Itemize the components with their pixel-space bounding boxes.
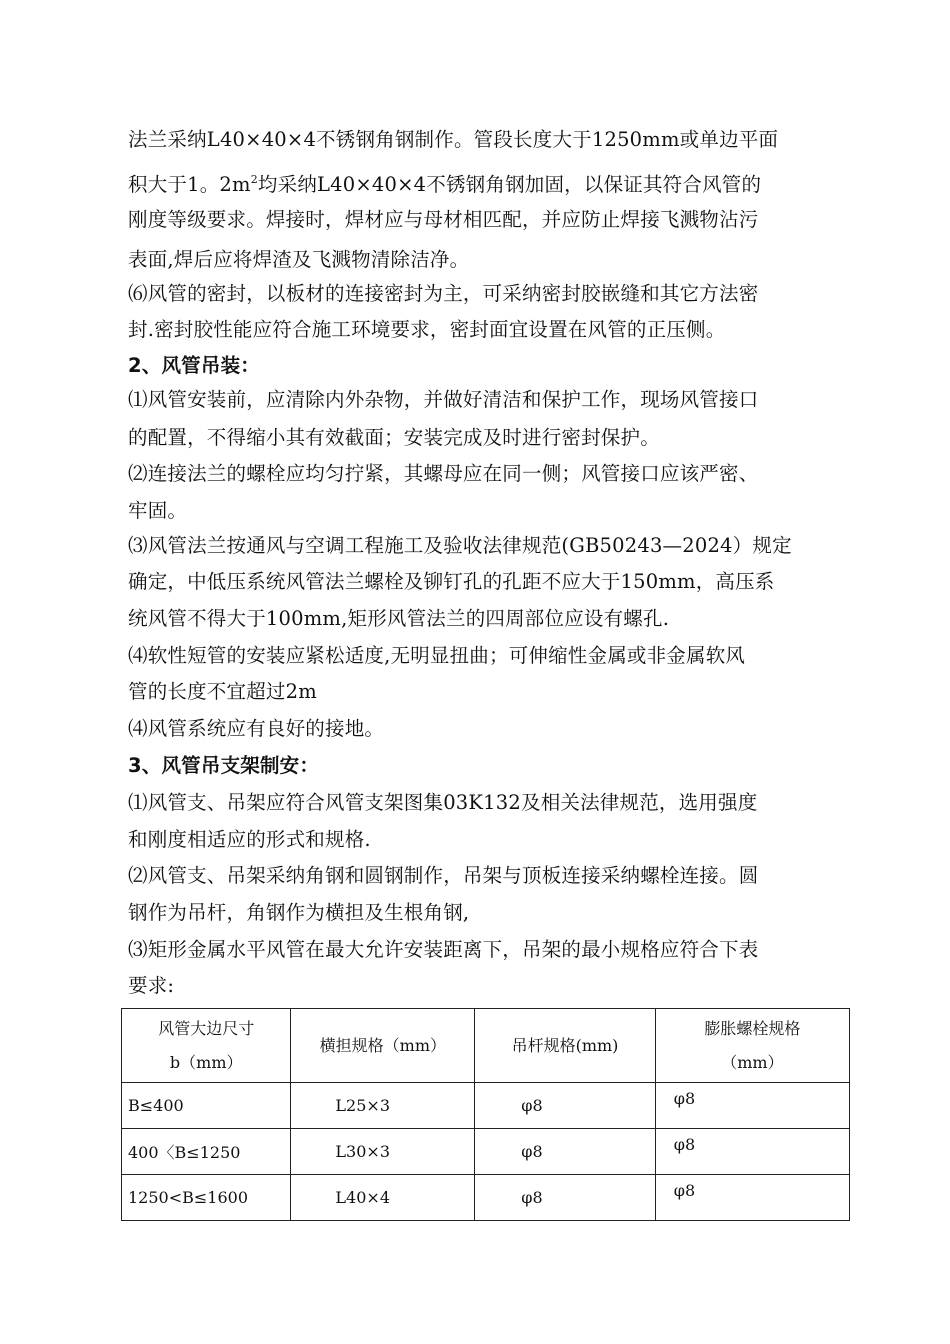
table-cell: L25×3: [291, 1083, 475, 1129]
paragraph-line: ⑷风管系统应有良好的接地。: [128, 717, 385, 740]
paragraph-line: 钢作为吊杆，角钢作为横担及生根角钢,: [128, 901, 470, 924]
header-crossarm-spec: 横担规格（mm）: [291, 1009, 475, 1083]
table-cell: L30×3: [291, 1129, 475, 1175]
paragraph-line: ⑶风管法兰按通风与空调工程施工及验收法律规范(GB50243—2024）规定: [128, 534, 792, 557]
table-cell: B≤400: [122, 1083, 291, 1129]
paragraph-line: ⑶矩形金属水平风管在最大允许安装距离下，吊架的最小规格应符合下表: [128, 938, 759, 961]
table-cell: φ8: [655, 1083, 849, 1129]
table-cell: 1250<B≤1600: [122, 1175, 291, 1221]
table-cell: φ8: [655, 1175, 849, 1221]
paragraph-line: 牢固。: [128, 499, 188, 522]
table-header-row: [122, 1009, 850, 1083]
hanger-spec-table: [121, 1008, 850, 1221]
paragraph-line: ⑴风管支、吊架应符合风管支架图集03K132及相关法律规范，选用强度: [128, 791, 758, 814]
table-row: [122, 1175, 850, 1221]
paragraph-line: 法兰采纳L40×40×4不锈钢角钢制作。管段长度大于1250mm或单边平面: [128, 128, 779, 151]
paragraph-line: ⑴风管安装前，应清除内外杂物，并做好清洁和保护工作，现场风管接口: [128, 388, 759, 411]
table-row: [122, 1129, 850, 1175]
header-anchor-bolt-spec: 膨胀螺栓规格 （mm）: [655, 1009, 849, 1083]
paragraph-line: ⑹风管的密封，以板材的连接密封为主，可采纳密封胶嵌缝和其它方法密: [128, 282, 759, 305]
table-cell: φ8: [475, 1129, 655, 1175]
paragraph-line: 统风管不得大于100mm,矩形风管法兰的四周部位应设有螺孔.: [128, 607, 670, 630]
paragraph-line: 确定，中低压系统风管法兰螺栓及铆钉孔的孔距不应大于150mm，高压系: [128, 570, 775, 593]
table-cell: 400〈B≤1250: [122, 1129, 291, 1175]
header-rod-spec: 吊杆规格(mm): [475, 1009, 655, 1083]
superscript: 2: [250, 173, 258, 186]
paragraph-line: 和刚度相适应的形式和规格.: [128, 828, 371, 851]
table-cell: φ8: [475, 1175, 655, 1221]
section-heading: 3、风管吊支架制安：: [128, 754, 320, 777]
paragraph-line: 刚度等级要求。焊接时，焊材应与母材相匹配，并应防止焊接飞溅物沾污: [128, 208, 759, 231]
paragraph-line: 管的长度不宜超过2m: [128, 680, 317, 703]
table-cell: φ8: [655, 1129, 849, 1175]
header-duct-size: 风管大边尺寸 b（mm）: [122, 1009, 291, 1083]
paragraph-line: 积大于1。$2m^2$均采纳L40×40×4不锈钢角钢加固，以保证其符合风管的: [128, 173, 762, 196]
paragraph-line: 表面,焊后应将焊渣及飞溅物清除洁净。: [128, 248, 470, 271]
table-cell: φ8: [475, 1083, 655, 1129]
section-heading: 2、风管吊装：: [128, 354, 260, 377]
paragraph-line: 的配置，不得缩小其有效截面；安装完成及时进行密封保护。: [128, 426, 660, 449]
paragraph-line: ⑷软性短管的安装应紧松适度,无明显扭曲；可伸缩性金属或非金属软风: [128, 644, 746, 667]
paragraph-line: 封.密封胶性能应符合施工环境要求，密封面宜设置在风管的正压侧。: [128, 318, 726, 341]
table-row: [122, 1083, 850, 1129]
paragraph-line: ⑵连接法兰的螺栓应均匀拧紧，其螺母应在同一侧；风管接口应该严密、: [128, 462, 759, 485]
table-cell: L40×4: [291, 1175, 475, 1221]
paragraph-line: ⑵风管支、吊架采纳角钢和圆钢制作，吊架与顶板连接采纳螺栓连接。圆: [128, 864, 759, 887]
paragraph-line: 要求:: [128, 974, 175, 997]
